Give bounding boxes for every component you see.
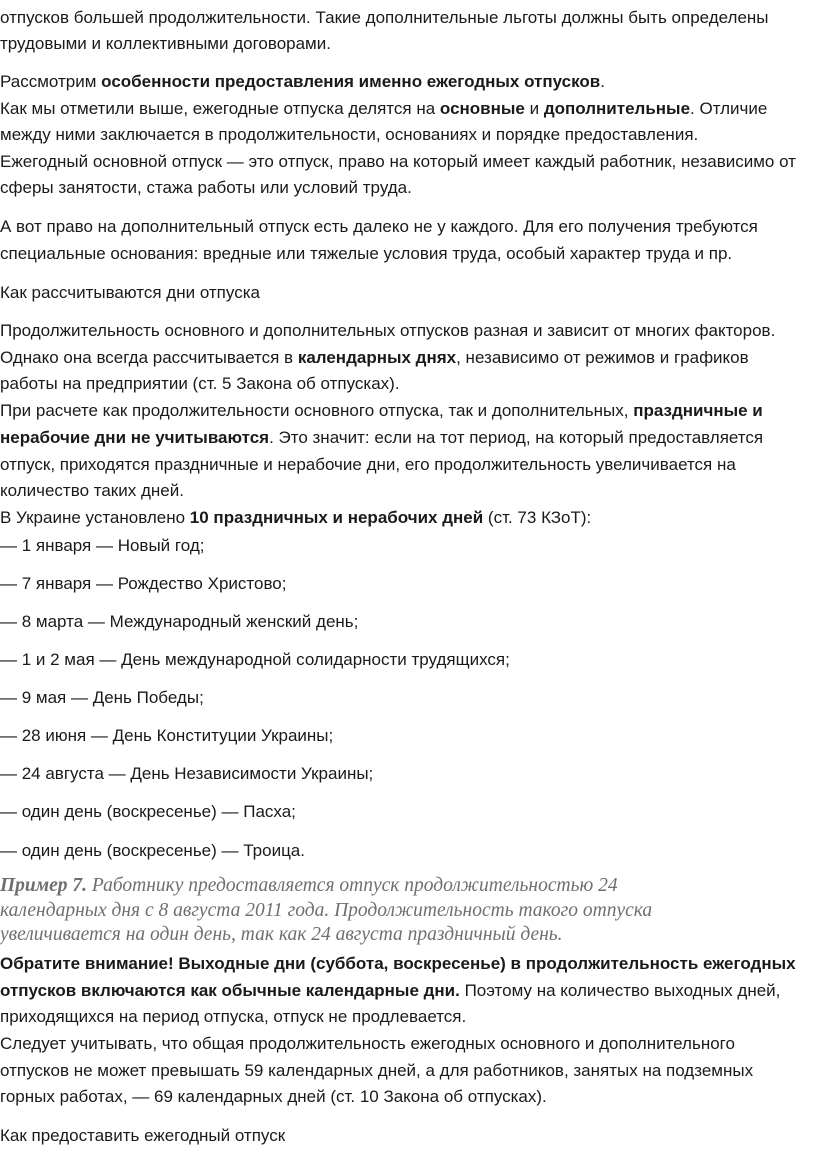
paragraph-line: трудовыми и коллективными договорами. xyxy=(0,34,331,53)
bold-text: 10 праздничных и нерабочих дней xyxy=(189,508,484,527)
paragraph-line: Продолжительность основного и дополнительных отпусков разная и зависит от многих факторов. xyxy=(0,321,776,340)
bold-text: Обратите внимание! Выходные дни (суббота, воскресенье) в продолжительность ежегодных xyxy=(0,954,796,973)
text-run: Как мы отметили выше, ежегодные отпуска делятся на xyxy=(0,99,440,118)
list-item: — 1 января — Новый год; xyxy=(0,536,205,555)
paragraph-line: Следует учитывать, что общая продолжительность ежегодных основного и дополнительного xyxy=(0,1034,735,1053)
list-item: — 7 января — Рождество Христово; xyxy=(0,574,287,593)
bold-text: нерабочие дни не учитываются xyxy=(0,428,270,447)
paragraph-line xyxy=(0,96,767,122)
list-item: — один день (воскресенье) — Троица. xyxy=(0,841,305,860)
paragraph-line: отпусков большей продолжительности. Такие дополнительные льготы должны быть определены xyxy=(0,8,769,27)
list-item: — 28 июня — День Конституции Украины; xyxy=(0,726,334,745)
text-run: При расчете как продолжительности основного отпуска, так и дополнительных, xyxy=(0,401,634,420)
example-line: календарных дня с 8 августа 2011 года. Продолжительность такого отпуска xyxy=(0,900,653,921)
text-run: , независимо от режимов и графиков xyxy=(456,348,749,367)
text-run: . Это значит: если на тот период, на который предоставляется xyxy=(269,428,764,447)
example-line: увеличивается на один день, так как 24 августа праздничный день. xyxy=(0,924,563,945)
text-run: . xyxy=(600,72,605,91)
bold-text: отпусков включаются как обычные календарные дни. xyxy=(0,981,460,1000)
bold-text: календарных днях xyxy=(297,348,457,367)
bold-text: основные xyxy=(439,99,525,118)
paragraph-line: горных работах, — 69 календарных дней (ст. 10 Закона об отпусках). xyxy=(0,1087,547,1106)
text-run: Работнику предоставляется отпуск продолжительностью 24 xyxy=(87,875,618,896)
paragraph-line: А вот право на дополнительный отпуск есть далеко не у каждого. Для его получения требуются xyxy=(0,217,758,236)
text-run: Однако она всегда рассчитывается в xyxy=(0,348,298,367)
list-item: — 1 и 2 мая — День международной солидарности трудящихся; xyxy=(0,650,510,669)
example-line xyxy=(0,873,618,899)
paragraph-line: количество таких дней. xyxy=(0,481,184,500)
paragraph-line: работы на предприятии (ст. 5 Закона об отпусках). xyxy=(0,374,400,393)
text-run: (ст. 73 КЗоТ): xyxy=(483,508,592,527)
text-run: Поэтому на количество выходных дней, xyxy=(459,981,781,1000)
bold-text: особенности предоставления именно ежегодных отпусков xyxy=(101,72,601,91)
paragraph-line: между ними заключается в продолжительности, основаниях и порядке предоставления. xyxy=(0,125,699,144)
text-run: В Украине установлено xyxy=(0,508,190,527)
paragraph-line: приходящихся на период отпуска, отпуск не продлевается. xyxy=(0,1007,467,1026)
paragraph-line xyxy=(0,978,780,1004)
section-heading: Как предоставить ежегодный отпуск xyxy=(0,1126,286,1145)
example-label: Пример 7. xyxy=(0,875,88,896)
list-item: — 24 августа — День Независимости Украины; xyxy=(0,764,374,783)
list-item: — 8 марта — Международный женский день; xyxy=(0,612,359,631)
bold-text: праздничные и xyxy=(633,401,763,420)
paragraph-line xyxy=(0,425,763,451)
paragraph-line: Ежегодный основной отпуск — это отпуск, право на который имеет каждый работник, независимо от xyxy=(0,152,796,171)
paragraph-line xyxy=(0,505,591,531)
list-item: — 9 мая — День Победы; xyxy=(0,688,204,707)
paragraph-line xyxy=(0,69,605,95)
paragraph-line: специальные основания: вредные или тяжелые условия труда, особый характер труда и пр. xyxy=(0,244,733,263)
bold-text: дополнительные xyxy=(543,99,691,118)
paragraph-line xyxy=(0,398,763,424)
paragraph-line: отпусков не может превышать 59 календарных дней, а для работников, занятых на подземных xyxy=(0,1061,754,1080)
text-run: и xyxy=(524,99,544,118)
paragraph-line: сферы занятости, стажа работы или условий труда. xyxy=(0,178,412,197)
paragraph-line xyxy=(0,345,749,371)
section-heading: Как рассчитываются дни отпуска xyxy=(0,283,260,302)
paragraph-line: отпуск, приходятся праздничные и нерабочие дни, его продолжительность увеличивается на xyxy=(0,455,736,474)
paragraph-line xyxy=(0,951,796,977)
text-run: . Отличие xyxy=(690,99,768,118)
text-run: Рассмотрим xyxy=(0,72,102,91)
list-item: — один день (воскресенье) — Пасха; xyxy=(0,802,296,821)
